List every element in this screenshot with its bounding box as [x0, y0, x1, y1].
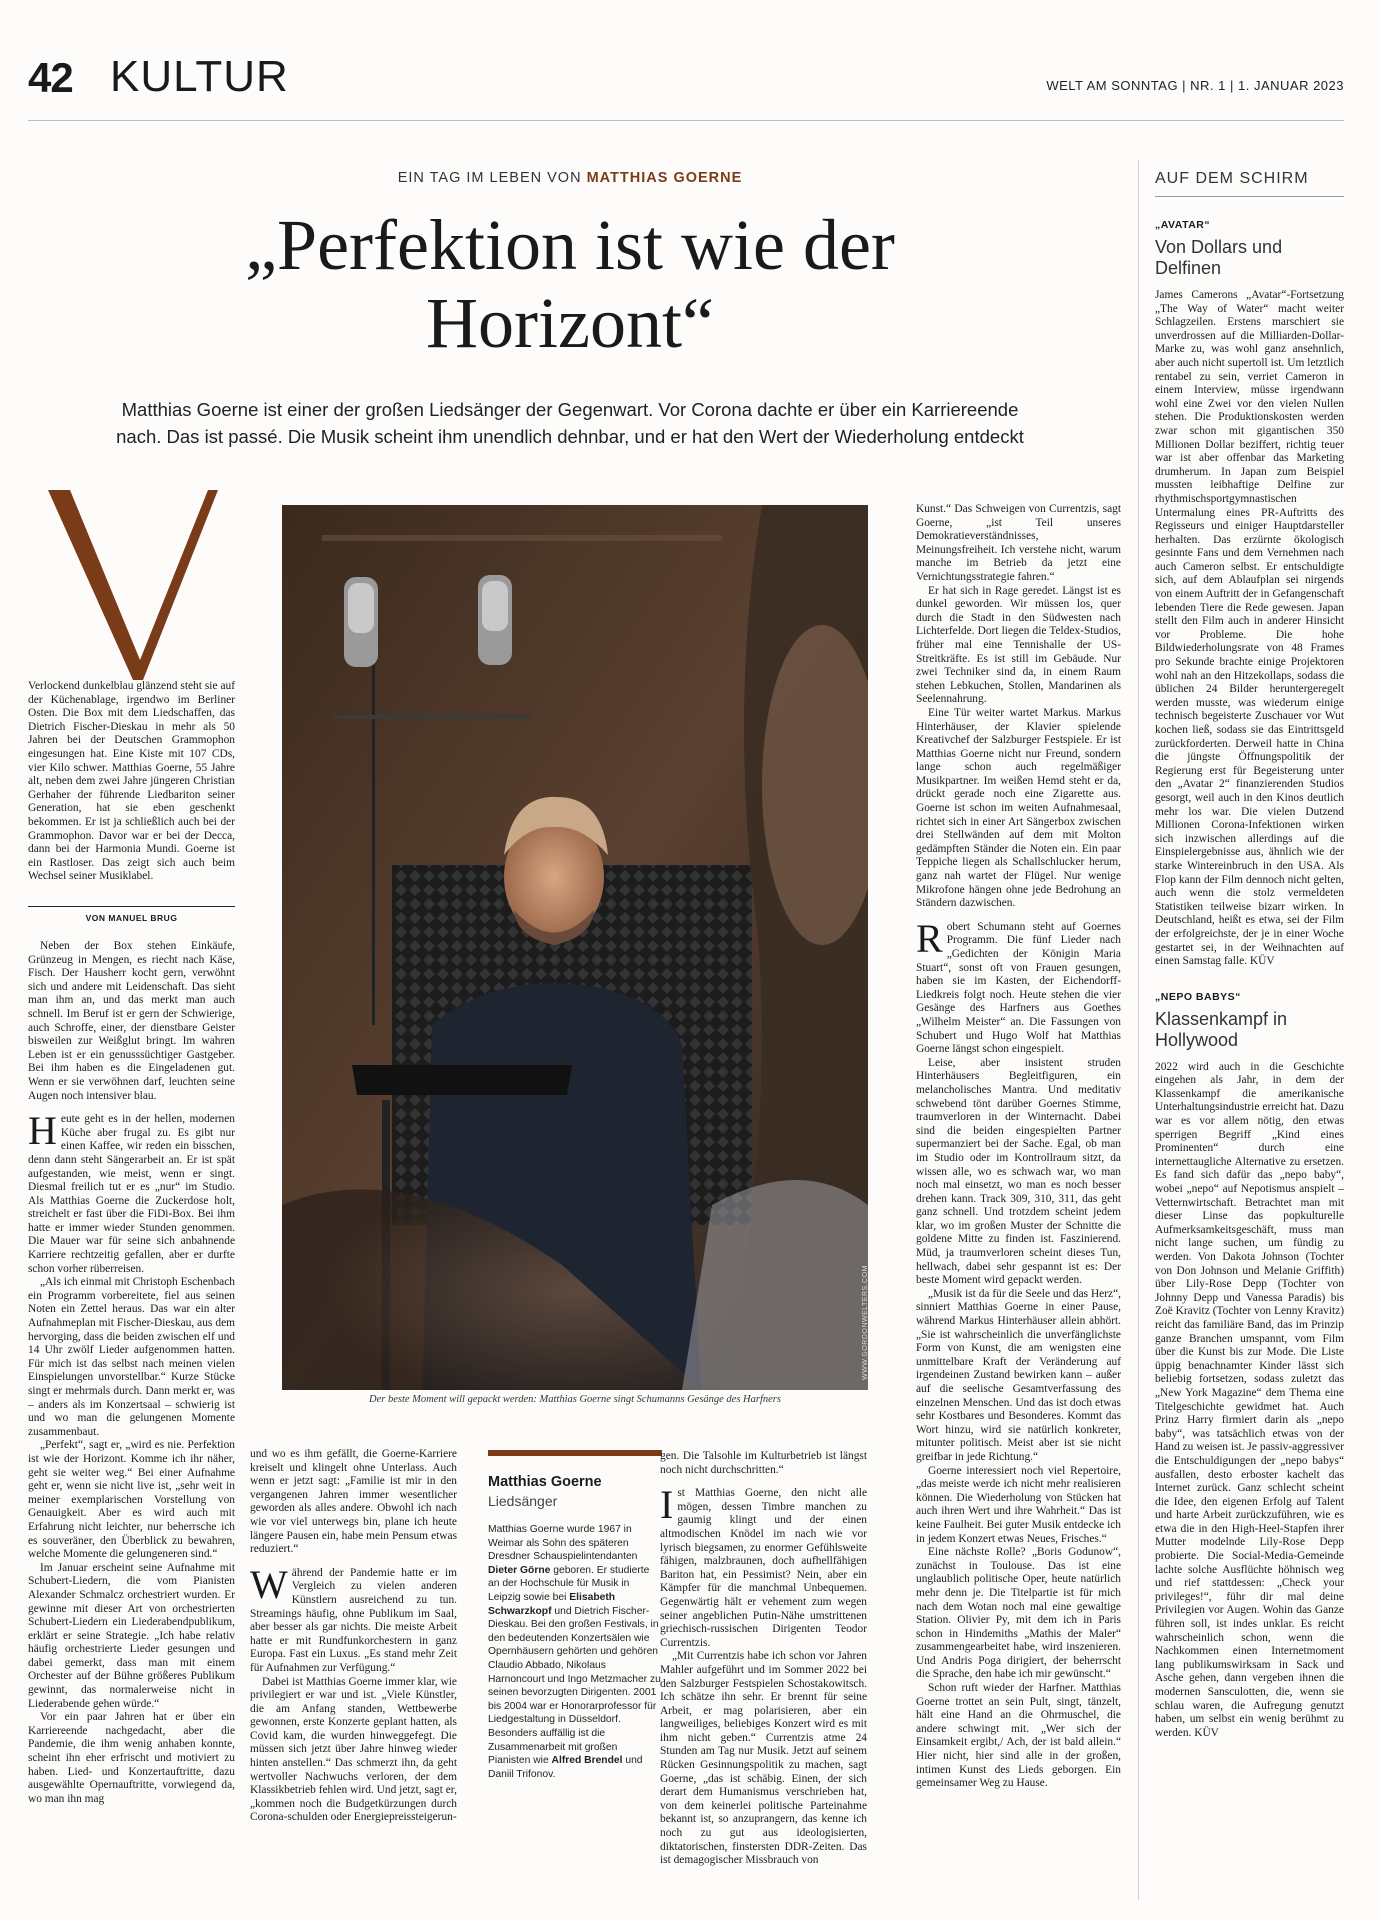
body-column-3	[660, 1450, 867, 1868]
drop-cap: W	[250, 1561, 288, 1607]
article-headline: „Perfektion ist wie der Horizont“	[245, 205, 895, 363]
page-number: 42	[28, 54, 73, 101]
drop-cap: R	[916, 915, 943, 961]
bio-bold-name: Alfred Brendel	[551, 1755, 623, 1767]
paragraph: Leise, aber insistent struden Hinterhäusers Begleitfiguren, ein melancholisches Mantra. Und meditativ schwebend tönt darüber Goernes Stimme, traumverloren in der Winternacht. Dabei sind die beiden eingespielten Partner supermanziert bei der Sache. Egal, ob man im Studio oder im Kontrollraum sitzt, da wissen alle, wo es schwach war, wo man noch mal einsetzt, wo man es noch besser drehen kann. Track 309, 310, 311, das geht ganz schnell. Und trotzdem scheint jedem klar, wo im großen Muster der Schnitte die goldene Mitte zu finden ist. Faszinierend. Müd, ja traumverloren scheint dieses Tun, hellwach, dabei sehr gespannt ist es: Der beste Moment wird gepackt werden.	[916, 1056, 1121, 1287]
drop-cap: I	[660, 1482, 674, 1528]
bio-rule	[488, 1450, 662, 1456]
bio-box	[488, 1450, 662, 1781]
body-column-4	[916, 503, 1121, 1791]
dropcap-v-icon	[48, 490, 218, 680]
bio-text-part: geboren. Er studierte an der Hochschule für Musik in Leipzig sowie bei	[488, 1564, 650, 1603]
sidebar-item-text: James Camerons „Avatar“-Fortsetzung „The Way of Water“ macht weiter Schlagzeilen. Erstens marschiert sie unverdrossen auf die Milliarden-Dollar-Marke zu, was wohl ganz ansehnlich, aber auch nicht supertoll ist. Um letztlich rentabel zu sein, verriet Cameron in einem Interview, müsse irgendwann wohl eine Zwei vor den vielen Nullen stehen. Die Produktionskosten werden zwar schon mit gigantischen 350 Millionen Dollar beziffert, richtig teuer war ist aber offenbar das Marketing drumherum. In Japan zum Beispiel mussten leibhaftige Delfine zur rhythmischsportgymnastischen Untermalung eines PR-Auftritts des Regisseurs und einiger Hauptdarsteller herhalten. Das erzürnte ökologisch gesinnte Fans und dem Vernehmen nach auch Cameron selbst. Er entschuldigte sich, auf dem Ablaufplan sei nirgends von einem Auftritt der in Gefangenschaft lebenden Tiere die Rede gewesen. Japan stellt den Film auch in anderer Hinsicht vor Probleme. Die hohe Bildwiederholungsrate von 48 Frames pro Sekunde brachte einige Projektoren wohl nah an den Hitzekollaps, sodass die üblichen 24 Bilder heruntergeregelt werden musste, was wiederum einige technisch begeisterte Zuschauer vor Wut kochen ließ, sodass sie das Eintrittsgeld zurückforderten. Derweil hatte in China die jüngste Öffnungspolitik der Regierung erst für Begeisterung unter den „Avatar 2“ finanzierenden Studios gesorgt, weil auch in den Kinos deutlich mehr los war. Die vielen Dutzend Millionen Corona-Infektionen wirken sich inzwischen allerdings auf die Einspielergebnisse aus, ähnlich wie der starke Wintereinbruch in den USA. Als Flop kann der Film dennoch nicht gelten, auch wenn die stolz vermeldeten Statistiken teilweise bizarr wirken. In Deutschland, heißt es etwa, sei der Film der erfolgreichste, der je in einer Woche gestartet sei, in der Weihnachten auf einen Samstag falle. KÜV	[1155, 289, 1344, 968]
paragraph: Eine Tür weiter wartet Markus. Markus Hinterhäuser, der Klavier spielende Kreativchef der Salzburger Festspiele. Er ist Matthias Goerne nicht nur Freund, sondern lange schon auch regelmäßiger Musikpartner. Im weißen Hemd steht er da, drückt gerade noch eine Zigarette aus. Goerne ist schon im weiten Aufnahmesaal, richtet sich in einer Art Sängerbox zwischen drei Stellwänden auf dem mit Molton gedämpften Ständer die Noten ein. Ein paar Teppiche liegen als Schallschlucker herum, ganz nah wartet der Flügel. Nur wenige Mikrofone hängen ohne jede Bedrohung an Ständern dazwischen.	[916, 706, 1121, 910]
byline: VON MANUEL BRUG	[28, 906, 235, 923]
bio-bold-name: Elisabeth Schwarzkopf	[488, 1591, 616, 1617]
sidebar-item-headline: Klassenkampf in Hollywood	[1155, 1008, 1288, 1050]
kicker-prefix: EIN TAG IM LEBEN VON	[397, 170, 587, 186]
sidebar-title: AUF DEM SCHIRM	[1155, 170, 1344, 197]
article-teaser: Matthias Goerne ist einer der großen Liedsänger der Gegenwart. Vor Corona dachte er über ein Karriereende nach. Das ist passé. Die Musik scheint ihm unendlich dehnbar, und er hat den Wert der Wiederholung entdeckt	[116, 399, 1024, 447]
page-header	[28, 40, 1344, 121]
sidebar-item-headline: Von Dollars und Delfinen	[1155, 237, 1283, 278]
paragraph: und wo es ihm gefällt, die Goerne-Karriere kreiselt und klingelt ohne Unterlass. Auch wenn er jetzt sagt: „Familie ist mir in den vergangenen Jahren immer wesentlicher geworden als alles andere. Obwohl ich nach wie vor viel unterwegs bin, plane ich heute längere Pausen ein, habe mein Pensum etwas reduziert.“	[250, 1448, 457, 1556]
paragraph: gen. Die Talsohle im Kulturbetrieb ist längst noch nicht durchschritten.“	[660, 1450, 867, 1476]
paragraph: Kunst.“ Das Schweigen von Currentzis, sagt Goerne, „ist Teil unseres Demokratieverständnisses, Meinungsfreiheit. Ich verstehe nicht, warum manche im Betrieb da jetzt eine Vernichtungsstrategie fahren.“	[916, 503, 1121, 583]
paragraph: Neben der Box stehen Einkäufe, Grünzeug in Mengen, es riecht nach Käse, Fisch. Der Hausherr kocht gern, verwöhnt sich und andere mit Leidenschaft. Das sieht man ihm an, und das merkt man auch schnell. Im Beruf ist er gern der Schwierige, auch Schroffe, einer, der dienstbare Geister bisweilen zur Weißglut bringt. Im wahren Leben ist er ein genusssüchtiger Gastgeber. Bei ihm haben es die Eingeladenen gut. Wenn er sie verwöhnen darf, leuchten seine Augen noch intensiver blau.	[28, 940, 235, 1102]
kicker-name: MATTHIAS GOERNE	[586, 170, 743, 186]
bio-text-part: und Daniil Trifonov.	[488, 1755, 643, 1780]
paragraph: Schon ruft wieder der Harfner. Matthias Goerne trottet an sein Pult, singt, tänzelt, hält eine Hand an die Ohrmuschel, die andere schwingt mit. „Wer sich der Einsamkeit ergibt,/ Ach, der ist bald allein.“ Hier nicht, hier sind alle in der großen, intimen Kunst des Lieds geborgen. Ein gemeinsamer Weg zu Hause.	[916, 1682, 1121, 1790]
body-column-2	[250, 1448, 457, 1825]
bio-role: Liedsänger	[488, 1493, 558, 1509]
paragraph	[916, 915, 1121, 1057]
paragraph: Im Januar erscheint seine Aufnahme mit Schubert-Liedern, die vom Pianisten Alexander Schmalcz orchestriert wurden. Er gewinne mit dieser Art von orchestrierten Schubert-Liedern ein Liederabendpublikum, erklärt er seine Strategie. „Ich habe relativ häufig orchestrierte Lieder gesungen und dabei gemerkt, dass man mit einem Orchester auf der Bühne größeres Publikum gewinnt, das normalerweise nicht in Liederabende gehen würde.“	[28, 1561, 235, 1710]
article-kicker	[240, 170, 900, 186]
sidebar-item-kicker: „AVATAR“	[1155, 219, 1211, 231]
sidebar	[1155, 170, 1344, 1740]
paragraph: Goerne interessiert noch viel Repertoire, „das meiste werde ich nicht mehr realisieren können. Die Wiederholung von Stücken hat auch ihren Wert und ihre Wahrheit.“ Das ist keine Faulheit. Bei guter Musik entdecke ich in jedem Konzert etwas Neues, Frisches.“	[916, 1464, 1121, 1545]
paragraph	[28, 1108, 235, 1276]
paragraph-text: eute geht es in der hellen, modernen Küche aber frugal zu. Es gibt nur einen Kaffee, wir reden ein bisschen, denn dann steht Sängerarbeit an. Er ist spät aufgestanden, wie meist, wenn er singt. Diesmal freilich tut er es „nur“ im Studio. Als Matthias Goerne die Zuckerdose holt, streichelt er fast über die FiDi-Box. Bei ihm hatte er immer wieder Stunden genommen. Die Mauer war für seine sich anbahnende Karriere rechtzeitig gefallen, aber er durfte schon vorher rüberreisen.	[28, 1113, 235, 1275]
masthead: WELT AM SONNTAG | NR. 1 | 1. JANUAR 2023	[1046, 78, 1344, 93]
paragraph: Eine nächste Rolle? „Boris Godunow“, zunächst in Toulouse. Das ist eine unglaublich politische Oper, heute natürlich mehr denn je. Die Titelpartie ist für mich nach dem Wotan noch mal eine gewaltige Station. Olivier Py, mit dem ich in Paris schon in Hindemiths „Mathis der Maler“ zusammengearbeitet habe, wird inszenieren. Und Andris Poga dirigiert, der beherrscht die Sprache, den habe ich mir gewünscht.“	[916, 1546, 1121, 1681]
paragraph: „Als ich einmal mit Christoph Eschenbach ein Programm vorbereitete, fiel aus seinen Noten ein Zettel heraus. Das war ein alter Aufnahmeplan mit Fischer-Dieskau, aus dem hervorging, dass die beiden zwischen elf und 14 Uhr zwölf Lieder aufgenommen hatten. Für mich ist das selbst nach meinen vielen Einspielungen unvorstellbar.“ Kurze Stücke singt er mehrmals durch. Dann merkt er, was – anders als im Konzertsaal – schwierig ist und wo man die gelungenen Momente zusammenbaut.	[28, 1276, 235, 1438]
paragraph-text: ährend der Pandemie hatte er im Vergleich zu vielen anderen Künstlern ausreichend zu tun. Streamings häufig, ohne Publikum im Saal, aber besser als gar nichts. Die meiste Arbeit hatte er mit Rundfunkorchestern in ganz Europa. Fast ein Luxus. „Es stand mehr Zeit für Aufnahmen zur Verfügung.“	[250, 1566, 457, 1674]
paragraph-text: st Matthias Goerne, den nicht alle mögen, dessen Timbre manchen zu gaumig klingt und der einen altmodischen Knödel im nach wie vor lyrisch biegsamen, zu enormer Gefühlsweite fähigen, malzbraunen, doch aufhellfähigen Bariton hat, ein Pessimist? Nein, aber ein Kämpfer für die manchmal Unbequemen. Gegenwärtig hält er vehement zum wegen seiner angeblichen Putin-Nähe umstrittenen griechisch-russischen Dirigenten Teodor Currentzis.	[660, 1487, 867, 1649]
paragraph: Vor ein paar Jahren hat er über ein Karriereende nachgedacht, aber die Pandemie, die ihm wenig anhaben konnte, scheint ihn eher erfrischt und motiviert zu haben. Lied- und Konzertauftritte, dazu ausgewählte Opernauftritte, vorwiegend da, wo man ihn mag	[28, 1711, 235, 1805]
paragraph	[660, 1482, 867, 1650]
sidebar-item	[1155, 219, 1344, 969]
sidebar-item	[1155, 991, 1344, 1741]
bio-text	[488, 1523, 662, 1781]
article-photo	[282, 505, 868, 1390]
sidebar-divider	[1138, 160, 1139, 1900]
photo-image	[282, 505, 868, 1390]
body-column-1	[28, 940, 235, 1806]
bio-name: Matthias Goerne	[488, 1474, 602, 1490]
paragraph: Er hat sich in Rage geredet. Längst ist es dunkel geworden. Wir müssen los, quer durch die Stadt in den Südwesten nach Lichterfelde. Dort liegen die Teldex-Studios, früher mal eine Tennishalle der US-Streitkräfte. Es ist still im Gebäude. Nur zwei Techniker sind da, in einem Raum stehen Lebkuchen, Stollen, Mandarinen als Seelennahrung.	[916, 584, 1121, 706]
paragraph: Dabei ist Matthias Goerne immer klar, wie privilegiert er war und ist. „Viele Künstler, die am Anfang standen, Wettbewerbe gewonnen, erste Konzerte geplant hatten, als Covid kam, die wurden hinweggefegt. Die müssen sich jetzt über Jahre hinweg wieder hinten anstellen.“ Das schmerzt ihn, da geht wertvoller Nachwuchs verloren, der dem Klassikbetrieb fehlen wird. Und jetzt, sagt er, „kommen noch die Budgetkürzungen durch Corona-schulden oder Energiepreissteigerun-	[250, 1675, 457, 1824]
paragraph	[250, 1561, 457, 1676]
paragraph: „Mit Currentzis habe ich schon vor Jahren Mahler aufgeführt und im Sommer 2022 bei den Salzburger Festspielen Schostakowitsch. Ich schätze ihn sehr. Er brennt für seine Arbeit, er mag polarisieren, aber ein langweiliges, beliebiges Konzert wird es mit ihm nicht geben.“ Currentzis atme 24 Stunden am Tag nur Musik. Jetzt auf seinem Rücken Gesinnungspolitik zu machen, sagt Goerne, „das ist schäbig. Einen, der sich derart dem Humanismus verschrieben hat, von dem keinerlei politische Parteinahme bekannt ist, so anzuprangern, das kenne ich noch zu gut aus ideologisierten, diktatorischen, finstersten DDR-Zeiten. Das ist demagogischer Missbrauch von	[660, 1650, 867, 1867]
drop-cap: H	[28, 1108, 57, 1154]
photo-caption: Der beste Moment will gepackt werden: Matthias Goerne singt Schumanns Gesänge des Harfners	[369, 1394, 781, 1405]
bio-text-part: und Dietrich Fischer-Dieskau. Bei den großen Festivals, in den bedeutenden Konzertsälen wie Opernhäusern gehörten und gehören Claudio Abbado, Nikolaus Harnoncourt und Ingo Metzmacher zu seinen bevorzugten Dirigenten. 2001 bis 2004 war er Honorarprofessor für Liedgestaltung in Düsseldorf. Besonders auffällig ist die Zusammenarbeit mit großen Pianisten wie	[488, 1605, 661, 1767]
paragraph-text: obert Schumann steht auf Goernes Programm. Die fünf Lieder nach „Gedichten der Königin Maria Stuart“, sonst oft von Frauen gesungen, haben sie im Kasten, der Eichendorff-Liedkreis folgt noch. Heute stehen die vier Gesänge des Harfners aus Goethes „Wilhelm Meister“ an. Die Fassungen von Schubert und Hugo Wolf hat Matthias Goerne längst schon eingespielt.	[916, 920, 1121, 1056]
section-title: KULTUR	[110, 52, 289, 101]
paragraph: „Musik ist da für die Seele und das Herz“, sinniert Matthias Goerne in einer Pause, während Markus Hinterhäuser allein abhört. „Sie ist wahrscheinlich die unverfänglichste Form von Kunst, die am wenigsten eine unmittelbare Kraft der Veränderung auf irgendeinen Zustand bewirken kann – außer auf die seelische Gesamtverfassung des einzelnen Menschen. Und das ist doch etwas sehr Kostbares und Besonderes. Kommt das Wort hinzu, wird sie natürlich konkreter, mitunter politisch. Meist aber ist sie nicht greifbar in jede Richtung.“	[916, 1287, 1121, 1463]
sidebar-item-kicker: „NEPO BABYS“	[1155, 990, 1241, 1003]
photo-credit: WWW.GORDONWELTERS.COM	[862, 1265, 869, 1380]
article-intro	[28, 680, 235, 884]
paragraph: „Perfekt“, sagt er, „wird es nie. Perfektion ist wie der Horizont. Komme ich ihr näher, geht sie weiter weg.“ Bei einer Aufnahme geht er, wenn sie nicht live ist, „sehr weit in meiner exemplarischen Vorstellung von Genauigkeit. Aber es wird auch mit Erfahrung nicht leichter, nur beherrsche ich es souveräner, den Überblick zu bewahren, welche Momente die gelungeneren sind.“	[28, 1439, 235, 1561]
intro-paragraph: Verlockend dunkelblau glänzend steht sie auf der Küchenablage, irgendwo im Berliner Osten. Die Box mit dem Liedschaffen, das Dietrich Fischer-Dieskau in mehr als 50 Jahren bei der Deutschen Grammophon eingesungen hat. Eine Kiste mit 107 CDs, vier Kilo schwer. Matthias Goerne, 55 Jahre alt, neben dem zwei Jahre jüngeren Christian Gerhaher der führende Liedbariton seiner Generation, hat sie eben geschenkt bekommen. Er ist ja schließlich auch bei der Grammophon. Davor war er bei der Decca, dann bei der Harmonia Mundi. Goerne ist ein Rastloser. Das zeigt sich auch beim Wechsel seiner Musiklabel.	[28, 680, 235, 883]
bio-bold-name: Dieter Görne	[488, 1564, 551, 1576]
sidebar-item-text: 2022 wird auch in die Geschichte eingehen als Jahr, in dem der Klassenkampf die amerikanische Unterhaltungsindustrie erreicht hat. Dazu war es vor allem nötig, den etwas sperrigen Begriff „Kind eines Prominenten“ durch eine internettaugliche Alternative zu ersetzen. Es fand sich dafür das „nepo baby“, wobei „nepo“ auf Nepotismus anspielt – Vetternwirtschaft. Betrachtet man mit dieser Linse das popkulturelle Aufmerksamkeitsgeschäft, muss man nicht lange suchen, um fündig zu werden. Von Dakota Johnson (Tochter von Don Johnson und Melanie Griffith) über Lily-Rose Depp (Tochter von Johnny Depp und Vanessa Paradis) bis Zoë Kravitz (Tochter von Lenny Kravitz) reicht das familiäre Band, das im Prinzip ganze Branchen umspannt, vom Film über die Kunst bis zur Mode. Die Liste üppig benachnamter Kinder lässt sich beliebig fortsetzen, sodass zuletzt das „New York Magazine“ dem Thema eine Titelgeschichte gewidmet hat. Auch Prinz Harry firmiert darin als „nepo baby“, was tatsächlich etwas von der Hand zu weisen ist. Je passiv-aggressiver die Entschuldigungen der „nepo babys“ ausfallen, desto erboster kachelt das Internet zurück. Ganz schlecht scheint die Idee, den eigenen Erfolg auf Talent und harte Arbeit zurückzuführen, wie es etwa die in den High-Heel-Stapfen ihrer Mutter modelnde Lily-Rose Depp probierte. Die Social-Media-Gemeinde lachte solche Ausflüchte höhnisch weg und rief stattdessen: „Check your privileges!“, führ dir mal deine Privilegien vor Augen. Wohin das Ganze führen soll, ist indes unklar. Es reicht wahrscheinlich schon, wenn die Nachkommen einen Internetmoment lang publikumswirksam in Sack und Asche gehen, dann vergeben ihnen die modernen Sansculotten, die, wenn sie schlau waren, die Aufregung genutzt haben, um selbst ein wenig berühmt zu werden. KÜV	[1155, 1060, 1344, 1739]
bio-text-part: Matthias Goerne wurde 1967 in Weimar als Sohn des späteren Dresdner Schauspielintendanten	[488, 1524, 638, 1563]
